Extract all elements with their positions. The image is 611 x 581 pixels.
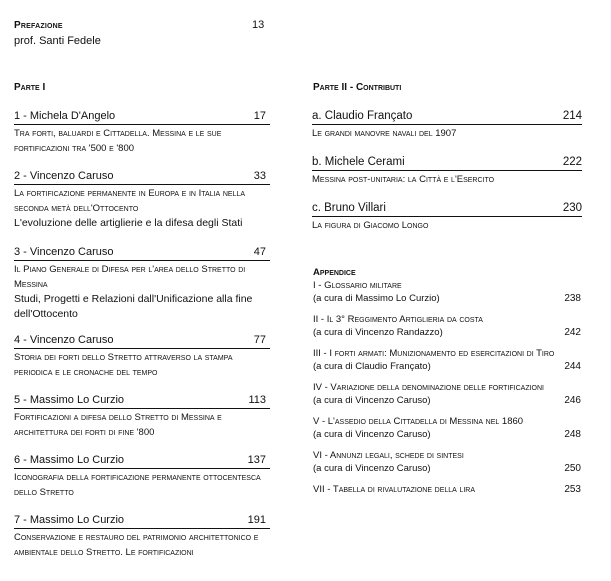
toc-entry-6[interactable] [14, 454, 270, 500]
part2-title: Parte II - Contributi [313, 82, 402, 93]
entry-page: 222 [562, 156, 582, 168]
appendix-item-page: 238 [564, 293, 581, 304]
entry-author: a. Claudio Françato [312, 110, 413, 122]
entry-author: 4 - Vincenzo Caruso [14, 334, 114, 346]
entry-subtitle: Studi, Progetti e Relazioni dall'Unificazione alla fine dell'Ottocento [14, 293, 253, 320]
entry-page: 214 [562, 110, 582, 122]
entry-page: 191 [247, 514, 266, 526]
entry-page: 137 [247, 454, 266, 466]
contrib-entry-a[interactable] [312, 110, 582, 141]
entry-author: 1 - Michela D'Angelo [14, 110, 116, 122]
appendix-item-6[interactable] [313, 449, 581, 475]
appendix-item-curator: (a cura di Vincenzo Caruso) [313, 429, 431, 440]
entry-page: 33 [253, 170, 266, 182]
entry-author: c. Bruno Villari [312, 202, 386, 214]
appendix-item-title: III - I forti armati: Munizionamento ed esercitazioni di Tiro [313, 348, 555, 359]
entry-description: Iconografia della fortificazione permanente ottocentesca dello Stretto [14, 472, 261, 498]
appendix-item-title: IV - Variazione della denominazione delle fortificazioni [313, 382, 544, 393]
appendix-item-curator: (a cura di Massimo Lo Curzio) [313, 293, 440, 304]
toc-entry-5[interactable] [14, 394, 270, 440]
entry-author: 5 - Massimo Lo Curzio [14, 394, 125, 406]
toc-entry-4[interactable] [14, 334, 270, 380]
appendix-item-page: 253 [564, 484, 581, 495]
entry-page: 17 [253, 110, 266, 122]
entry-page: 113 [248, 394, 266, 406]
appendix-item-page: 250 [564, 463, 581, 474]
appendix-title: Appendice [313, 267, 356, 278]
appendix-item-curator: (a cura di Claudio Françato) [313, 361, 431, 372]
appendix-item-3[interactable] [313, 347, 581, 373]
appendix-item-title: VII - Tabella di rivalutazione della lira [313, 484, 476, 495]
appendix-item-title: V - L'assedio della Cittadella di Messina nel 1860 [313, 416, 524, 427]
entry-page: 77 [253, 334, 266, 346]
appendix-item-5[interactable] [313, 415, 581, 441]
toc-entry-3[interactable] [14, 246, 270, 322]
preface-page: 13 [252, 19, 265, 31]
appendix-item-curator: (a cura di Vincenzo Randazzo) [313, 327, 443, 338]
appendix-item-7[interactable] [313, 483, 581, 496]
appendix-item-page: 246 [564, 395, 581, 406]
appendix-item-page: 242 [564, 327, 581, 338]
entry-author: b. Michele Cerami [312, 156, 405, 168]
appendix-item-title: II - Il 3° Reggimento Artiglieria da costa [313, 314, 483, 325]
appendix-item-curator: (a cura di Vincenzo Caruso) [313, 395, 431, 406]
preface-author: prof. Santi Fedele [14, 35, 101, 47]
toc-entry-7[interactable] [14, 514, 270, 560]
entry-description: Le grandi manovre navali del 1907 [312, 128, 457, 139]
entry-description: Storia dei forti dello Stretto attraverso la stampa periodica e le cronache del tempo [14, 352, 233, 378]
appendix-item-2[interactable] [313, 313, 581, 339]
entry-description: Conservazione e restauro del patrimonio architettonico e ambientale dello Stretto. Le fortificazioni [14, 532, 259, 558]
contrib-entry-c[interactable] [312, 202, 582, 233]
entry-subtitle: L'evoluzione delle artiglierie e la difesa degli Stati [14, 217, 243, 229]
appendix-item-curator: (a cura di Vincenzo Caruso) [313, 463, 431, 474]
toc-entry-1[interactable] [14, 110, 270, 156]
entry-author: 7 - Massimo Lo Curzio [14, 514, 125, 526]
entry-description: Fortificazioni a difesa dello Stretto di Messina e architettura dei forti di fine '800 [14, 412, 222, 438]
entry-description: La fortificazione permanente in Europa e in Italia nella seconda metà dell'Ottocento [14, 188, 246, 214]
appendix-item-page: 244 [564, 361, 581, 372]
entry-description: Messina post-unitaria: la Città e l'Esercito [312, 174, 495, 185]
appendix-item-title: I - Glossario militare [313, 280, 402, 291]
appendix-item-1[interactable] [313, 279, 581, 305]
preface-title: Prefazione [14, 20, 63, 31]
appendix-item-title: VI - Annunzi legali, schede di sintesi [313, 450, 464, 461]
entry-author: 6 - Massimo Lo Curzio [14, 454, 125, 466]
entry-author: 3 - Vincenzo Caruso [14, 246, 114, 258]
entry-description: La figura di Giacomo Longo [312, 220, 429, 231]
appendix-item-page: 248 [564, 429, 581, 440]
part1-title: Parte I [14, 82, 46, 93]
toc-entry-2[interactable] [14, 170, 270, 231]
entry-page: 47 [253, 246, 266, 258]
appendix-item-4[interactable] [313, 381, 581, 407]
entry-description: Il Piano Generale di Difesa per l'area dello Stretto di Messina [14, 264, 246, 290]
entry-description: Tra forti, baluardi e Cittadella. Messina e le sue fortificazioni tra '500 e '800 [14, 128, 222, 154]
contrib-entry-b[interactable] [312, 156, 582, 187]
entry-author: 2 - Vincenzo Caruso [14, 170, 114, 182]
entry-page: 230 [562, 202, 582, 214]
